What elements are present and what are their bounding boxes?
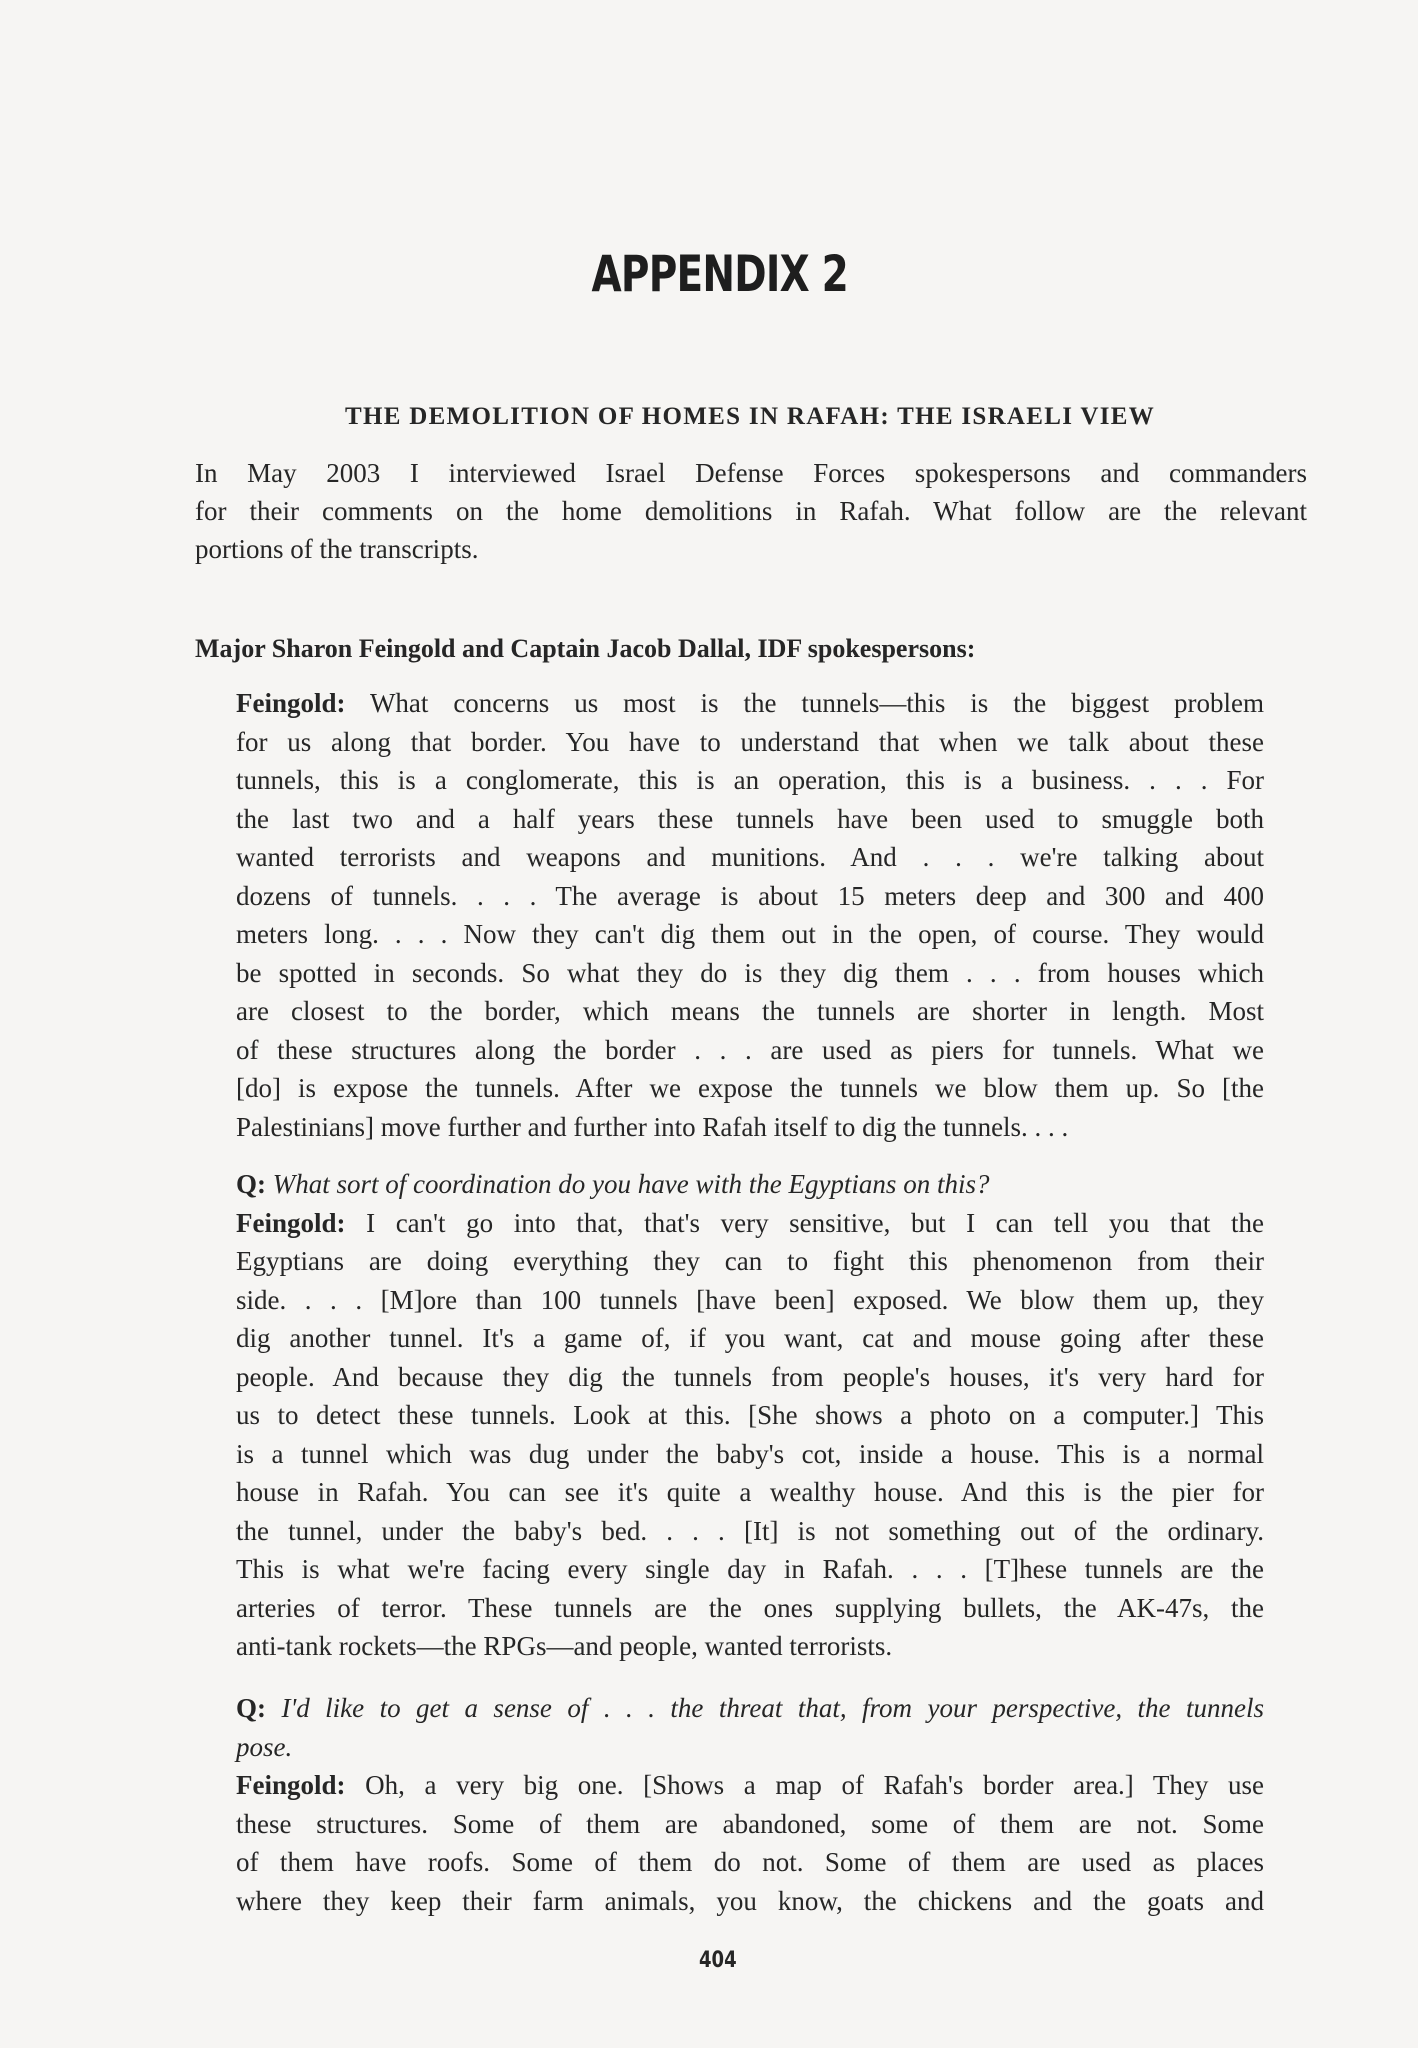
transcript-block-2	[236, 1165, 1264, 1666]
transcript-text: I can't go into that, that's very sensitive, but I can tell you that the	[345, 1207, 1264, 1238]
transcript-line: [do] is expose the tunnels. After we expose the tunnels we blow them up. So [the	[236, 1073, 1264, 1103]
transcript-line: dig another tunnel. It's a game of, if you want, cat and mouse going after these	[236, 1323, 1264, 1353]
transcript-block-3	[236, 1689, 1264, 1920]
question-label: Q:	[236, 1169, 266, 1199]
question-text: I'd like to get a sense of . . . the threat that, from your perspective, the tunnels	[266, 1693, 1264, 1723]
transcript-line: of them have roofs. Some of them do not. Some of them are used as places	[236, 1847, 1264, 1877]
intro-paragraph	[195, 454, 1307, 568]
transcript-block-1	[236, 684, 1264, 1146]
transcript-line	[236, 1204, 1264, 1243]
speaker-label: Feingold:	[236, 688, 346, 718]
transcript-line: anti-tank rockets—the RPGs—and people, wanted terrorists.	[236, 1631, 893, 1661]
page-number: 404	[698, 1948, 737, 1973]
transcript-line: be spotted in seconds. So what they do is they dig them . . . from houses which	[236, 957, 1264, 988]
question-text: What sort of coordination do you have with the Egyptians on this?	[266, 1169, 990, 1199]
intro-line: portions of the transcripts.	[195, 534, 479, 564]
transcript-line: the tunnel, under the baby's bed. . . . [It] is not something out of the ordinary.	[236, 1515, 1264, 1546]
transcript-line: Palestinians] move further and further into Rafah itself to dig the tunnels. . . .	[236, 1111, 1069, 1142]
speakers-heading: Major Sharon Feingold and Captain Jacob Dallal, IDF spokespersons:	[195, 634, 976, 663]
transcript-line: us to detect these tunnels. Look at this. [She shows a photo on a computer.] This	[236, 1400, 1264, 1430]
transcript-line: house in Rafah. You can see it's quite a wealthy house. And this is the pier for	[236, 1477, 1264, 1507]
intro-line: for their comments on the home demolitions in Rafah. What follow are the relevant	[195, 496, 1307, 526]
transcript-line	[236, 1766, 1264, 1805]
transcript-text: Oh, a very big one. [Shows a map of Rafah's border area.] They use	[345, 1770, 1264, 1800]
transcript-line: people. And because they dig the tunnels from people's houses, it's very hard for	[236, 1361, 1264, 1392]
transcript-text: What concerns us most is the tunnels—this is the biggest problem	[345, 688, 1264, 718]
question-label: Q:	[236, 1693, 266, 1723]
question-line: pose.	[236, 1731, 293, 1762]
question-line	[236, 1689, 1264, 1728]
transcript-line: side. . . . [M]ore than 100 tunnels [have been] exposed. We blow them up, they	[236, 1284, 1264, 1315]
appendix-title: APPENDIX 2	[591, 245, 849, 303]
transcript-line: arteries of terror. These tunnels are the ones supplying bullets, the AK-47s, the	[236, 1592, 1264, 1623]
transcript-line: for us along that border. You have to understand that when we talk about these	[236, 726, 1264, 757]
intro-line: In May 2003 I interviewed Israel Defense Forces spokespersons and commanders	[195, 458, 1307, 488]
speaker-label: Feingold:	[236, 1207, 346, 1238]
section-title: THE DEMOLITION OF HOMES IN RAFAH: THE ISRAELI VIEW	[344, 403, 1156, 430]
question-line	[236, 1165, 1264, 1204]
transcript-line: Egyptians are doing everything they can to fight this phenomenon from their	[236, 1246, 1264, 1276]
transcript-line: is a tunnel which was dug under the baby's cot, inside a house. This is a normal	[236, 1438, 1264, 1469]
transcript-line: meters long. . . . Now they can't dig them out in the open, of course. They would	[236, 919, 1264, 949]
transcript-line: the last two and a half years these tunnels have been used to smuggle both	[236, 803, 1264, 834]
transcript-line: where they keep their farm animals, you know, the chickens and the goats and	[236, 1885, 1264, 1916]
transcript-line: This is what we're facing every single day in Rafah. . . . [T]hese tunnels are the	[236, 1554, 1264, 1584]
transcript-line: of these structures along the border . . . are used as piers for tunnels. What we	[236, 1034, 1264, 1065]
transcript-line: dozens of tunnels. . . . The average is about 15 meters deep and 300 and 400	[236, 880, 1264, 911]
transcript-line: wanted terrorists and weapons and munitions. And . . . we're talking about	[236, 842, 1264, 872]
speaker-label: Feingold:	[236, 1770, 346, 1800]
transcript-line: these structures. Some of them are abandoned, some of them are not. Some	[236, 1808, 1264, 1839]
transcript-line: tunnels, this is a conglomerate, this is an operation, this is a business. . . . For	[236, 765, 1264, 795]
transcript-line	[236, 684, 1264, 723]
transcript-line: are closest to the border, which means the tunnels are shorter in length. Most	[236, 996, 1264, 1026]
